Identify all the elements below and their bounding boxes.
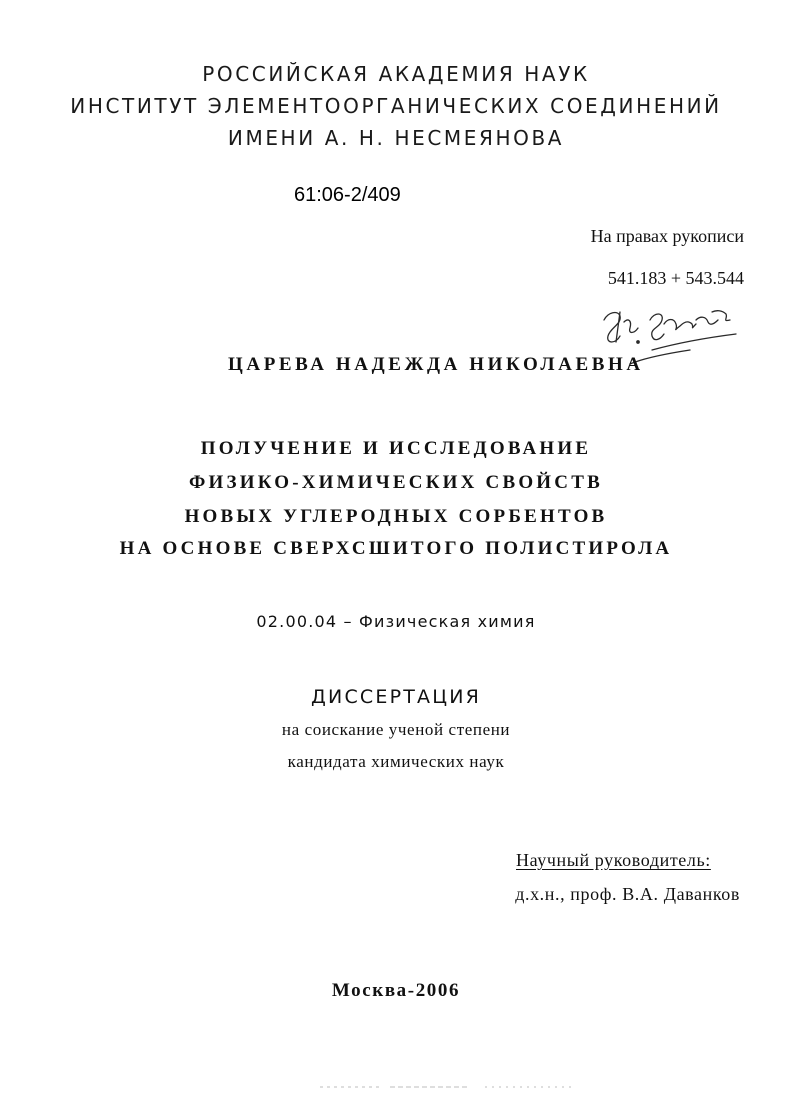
title-line-3: НОВЫХ УГЛЕРОДНЫХ СОРБЕНТОВ — [184, 506, 608, 527]
institution-line-1: РОССИЙСКАЯ АКАДЕМИЯ НАУК — [202, 62, 590, 86]
degree-line-1: на соискание ученой степени — [281, 720, 511, 739]
specialty-code: 02.00.04 – Физическая химия — [256, 612, 536, 631]
supervisor-heading: Научный руководитель: — [516, 850, 711, 870]
udc-code: 541.183 + 543.544 — [607, 268, 744, 288]
catalog-number: 61:06-2/409 — [294, 184, 401, 206]
author-name: ЦАРЕВА НАДЕЖДА НИКОЛАЕВНА — [228, 354, 644, 375]
institution-line-3: ИМЕНИ А. Н. НЕСМЕЯНОВА — [227, 126, 565, 150]
degree-line-2: кандидата химических наук — [287, 752, 505, 771]
manuscript-note: На правах рукописи — [590, 226, 744, 246]
title-line-4: НА ОСНОВЕ СВЕРХСШИТОГО ПОЛИСТИРОЛА — [119, 538, 673, 559]
scan-artifact — [320, 1084, 580, 1090]
institution-line-2: ИНСТИТУТ ЭЛЕМЕНТООРГАНИЧЕСКИХ СОЕДИНЕНИЙ — [70, 94, 722, 118]
supervisor-name: д.х.н., проф. В.А. Даванков — [515, 884, 740, 904]
city-year: Москва-2006 — [331, 980, 461, 1001]
dissertation-heading: ДИССЕРТАЦИЯ — [310, 686, 482, 708]
title-line-1: ПОЛУЧЕНИЕ И ИССЛЕДОВАНИЕ — [200, 438, 592, 459]
title-line-2: ФИЗИКО-ХИМИЧЕСКИХ СВОЙСТВ — [189, 472, 603, 493]
